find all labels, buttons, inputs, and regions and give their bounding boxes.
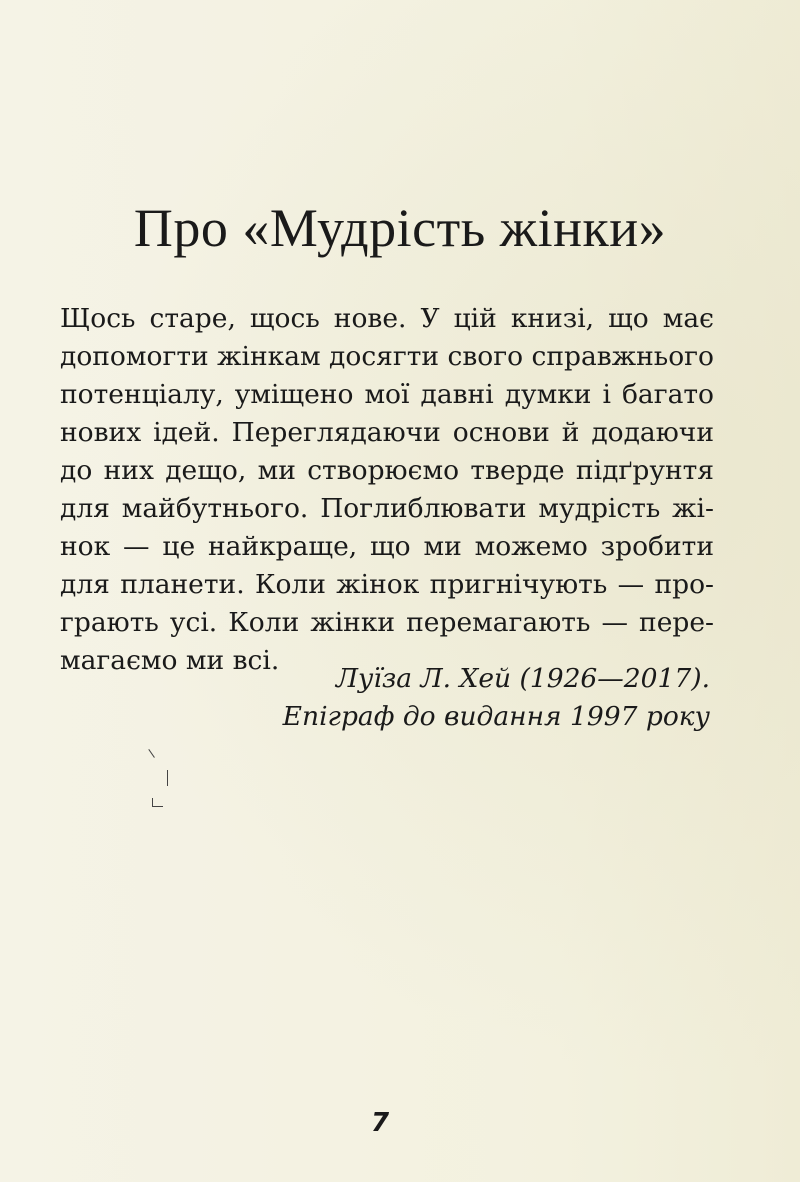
epigraph-author: Луїза Л. Хей (1926—2017). <box>335 663 710 694</box>
epigraph-attribution <box>283 660 710 736</box>
pencil-mark <box>163 770 168 786</box>
text-line: грають усі. Коли жінки перемагають — пере- <box>60 607 714 638</box>
text-line: Щось старе, щось нове. У цій книзі, що має <box>60 303 714 334</box>
text-line: магаємо ми всі. <box>60 645 280 676</box>
text-line: до них дещо, ми створюємо тверде підґрунтя <box>60 455 714 486</box>
epigraph-source: Епіграф до видання 1997 року <box>282 701 710 732</box>
text-line: нок — це найкраще, що ми можемо зробити <box>60 531 714 562</box>
text-line: для планети. Коли жінок пригнічують — про- <box>60 569 714 600</box>
pencil-mark <box>148 742 164 758</box>
text-line: потенціалу, уміщено мої давні думки і багато <box>60 379 714 410</box>
text-line: для майбутнього. Поглиблювати мудрість жі- <box>60 493 714 524</box>
text-line: допомогти жінкам досягти свого справжнього <box>60 341 714 372</box>
pencil-mark <box>152 798 163 807</box>
page-title: Про «Мудрість жінки» <box>133 198 667 258</box>
epigraph-text <box>60 300 714 680</box>
text-line: нових ідей. Переглядаючи основи й додаючи <box>60 417 714 448</box>
page-number: 7 <box>370 1108 390 1138</box>
